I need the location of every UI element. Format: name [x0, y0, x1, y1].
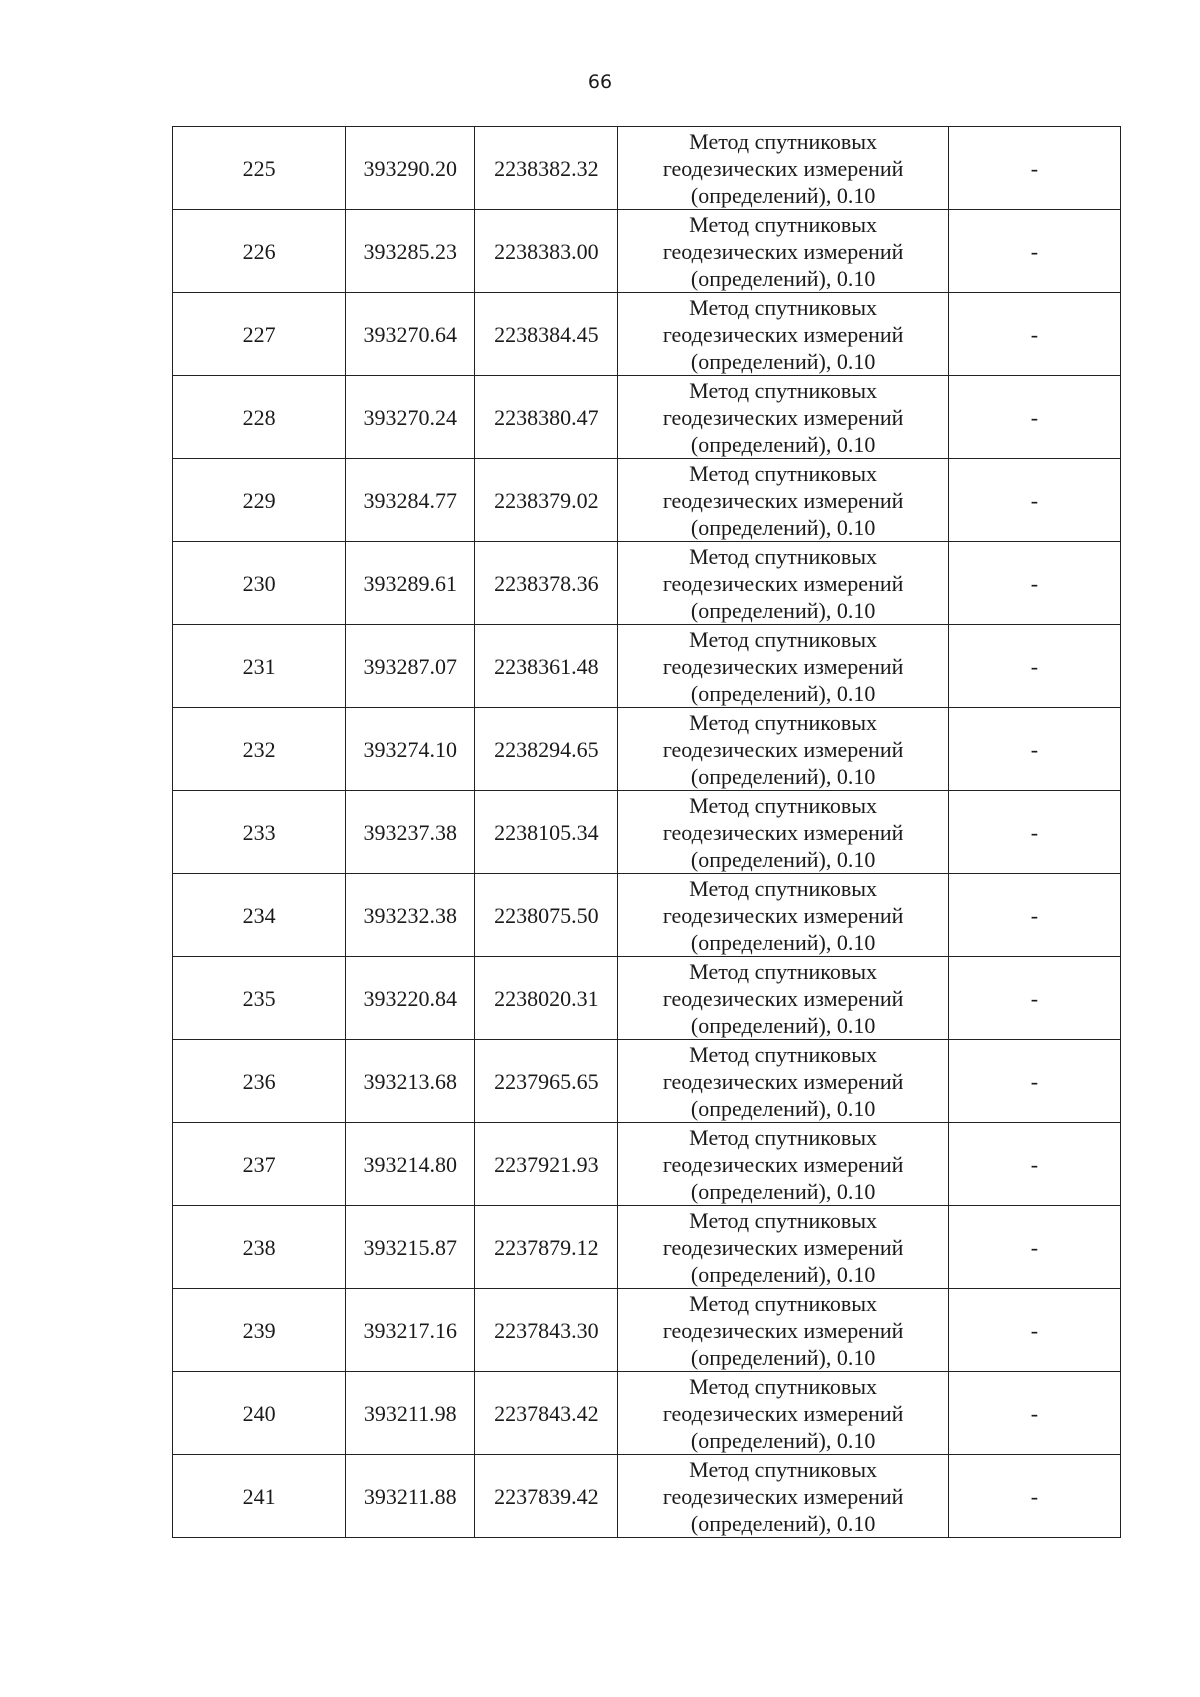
table-row: [173, 1206, 1121, 1289]
table-row: [173, 1289, 1121, 1372]
method-text-line: геодезических измерений: [662, 1317, 904, 1343]
x-coordinate-cell: 393214.80: [346, 1123, 475, 1206]
point-number-cell: 237: [173, 1123, 346, 1206]
y-coordinate-cell: 2238361.48: [475, 625, 618, 708]
method-text-line: (определений), 0.10: [690, 1261, 876, 1287]
method-text-line: (определений), 0.10: [690, 929, 876, 955]
method-text-line: (определений), 0.10: [690, 1427, 876, 1453]
method-cell: [618, 1372, 948, 1455]
method-text-line: геодезических измерений: [662, 155, 904, 181]
point-number-cell: 228: [173, 376, 346, 459]
note-cell: -: [948, 1289, 1120, 1372]
y-coordinate-cell: 2238380.47: [475, 376, 618, 459]
method-text-line: Метод спутниковых: [689, 958, 878, 984]
method-text-line: Метод спутниковых: [689, 211, 878, 237]
table-row: [173, 127, 1121, 210]
note-cell: -: [948, 1372, 1120, 1455]
method-text-line: геодезических измерений: [662, 1068, 904, 1094]
note-cell: -: [948, 708, 1120, 791]
method-cell: [618, 1040, 948, 1123]
method-text-line: (определений), 0.10: [690, 514, 876, 540]
point-number-cell: 239: [173, 1289, 346, 1372]
method-text-line: (определений), 0.10: [690, 1012, 876, 1038]
note-cell: -: [948, 459, 1120, 542]
method-text-line: геодезических измерений: [662, 902, 904, 928]
x-coordinate-cell: 393211.88: [346, 1455, 475, 1538]
x-coordinate-cell: 393284.77: [346, 459, 475, 542]
x-coordinate-cell: 393270.24: [346, 376, 475, 459]
method-cell: [618, 708, 948, 791]
note-cell: -: [948, 210, 1120, 293]
note-cell: -: [948, 625, 1120, 708]
method-text-line: Метод спутниковых: [689, 1207, 878, 1233]
coordinates-table-body: [173, 127, 1121, 1538]
method-text-line: Метод спутниковых: [689, 875, 878, 901]
note-cell: -: [948, 127, 1120, 210]
method-cell: [618, 293, 948, 376]
table-row: [173, 1040, 1121, 1123]
method-text-line: Метод спутниковых: [689, 1290, 878, 1316]
x-coordinate-cell: 393217.16: [346, 1289, 475, 1372]
table-row: [173, 542, 1121, 625]
table-row: [173, 210, 1121, 293]
table-row: [173, 1123, 1121, 1206]
y-coordinate-cell: 2237921.93: [475, 1123, 618, 1206]
table-row: [173, 1455, 1121, 1538]
method-text-line: Метод спутниковых: [689, 1456, 878, 1482]
method-cell: [618, 1123, 948, 1206]
point-number-cell: 233: [173, 791, 346, 874]
table-row: [173, 376, 1121, 459]
method-cell: [618, 210, 948, 293]
method-text-line: геодезических измерений: [662, 736, 904, 762]
method-text-line: геодезических измерений: [662, 1400, 904, 1426]
y-coordinate-cell: 2237843.30: [475, 1289, 618, 1372]
y-coordinate-cell: 2238294.65: [475, 708, 618, 791]
note-cell: -: [948, 957, 1120, 1040]
method-cell: [618, 874, 948, 957]
method-cell: [618, 542, 948, 625]
method-text-line: геодезических измерений: [662, 985, 904, 1011]
method-text-line: (определений), 0.10: [690, 1344, 876, 1370]
point-number-cell: 240: [173, 1372, 346, 1455]
method-text-line: геодезических измерений: [662, 1234, 904, 1260]
table-row: [173, 957, 1121, 1040]
method-text-line: геодезических измерений: [662, 1483, 904, 1509]
point-number-cell: 232: [173, 708, 346, 791]
table-row: [173, 625, 1121, 708]
x-coordinate-cell: 393289.61: [346, 542, 475, 625]
method-text-line: Метод спутниковых: [689, 709, 878, 735]
method-text-line: Метод спутниковых: [689, 377, 878, 403]
y-coordinate-cell: 2237879.12: [475, 1206, 618, 1289]
point-number-cell: 226: [173, 210, 346, 293]
method-text-line: (определений), 0.10: [690, 763, 876, 789]
method-cell: [618, 376, 948, 459]
method-cell: [618, 127, 948, 210]
x-coordinate-cell: 393285.23: [346, 210, 475, 293]
method-text-line: (определений), 0.10: [690, 265, 876, 291]
method-text-line: геодезических измерений: [662, 321, 904, 347]
y-coordinate-cell: 2237839.42: [475, 1455, 618, 1538]
coordinates-table: [172, 126, 1121, 1538]
point-number-cell: 238: [173, 1206, 346, 1289]
method-text-line: геодезических измерений: [662, 238, 904, 264]
x-coordinate-cell: 393270.64: [346, 293, 475, 376]
method-text-line: Метод спутниковых: [689, 1041, 878, 1067]
method-text-line: Метод спутниковых: [689, 543, 878, 569]
method-cell: [618, 1206, 948, 1289]
note-cell: -: [948, 791, 1120, 874]
method-text-line: (определений), 0.10: [690, 680, 876, 706]
point-number-cell: 235: [173, 957, 346, 1040]
table-row: [173, 791, 1121, 874]
x-coordinate-cell: 393232.38: [346, 874, 475, 957]
y-coordinate-cell: 2238379.02: [475, 459, 618, 542]
table-row: [173, 1372, 1121, 1455]
x-coordinate-cell: 393287.07: [346, 625, 475, 708]
method-cell: [618, 625, 948, 708]
method-text-line: геодезических измерений: [662, 404, 904, 430]
x-coordinate-cell: 393274.10: [346, 708, 475, 791]
page-number: 66: [587, 71, 613, 93]
method-text-line: Метод спутниковых: [689, 1124, 878, 1150]
note-cell: -: [948, 1123, 1120, 1206]
method-cell: [618, 459, 948, 542]
note-cell: -: [948, 1455, 1120, 1538]
method-text-line: (определений), 0.10: [690, 1178, 876, 1204]
y-coordinate-cell: 2238378.36: [475, 542, 618, 625]
x-coordinate-cell: 393215.87: [346, 1206, 475, 1289]
method-text-line: (определений), 0.10: [690, 1510, 876, 1536]
x-coordinate-cell: 393290.20: [346, 127, 475, 210]
method-text-line: (определений), 0.10: [690, 431, 876, 457]
x-coordinate-cell: 393237.38: [346, 791, 475, 874]
method-text-line: Метод спутниковых: [689, 792, 878, 818]
method-cell: [618, 791, 948, 874]
x-coordinate-cell: 393211.98: [346, 1372, 475, 1455]
table-row: [173, 293, 1121, 376]
point-number-cell: 241: [173, 1455, 346, 1538]
method-text-line: Метод спутниковых: [689, 460, 878, 486]
method-text-line: Метод спутниковых: [689, 626, 878, 652]
y-coordinate-cell: 2238383.00: [475, 210, 618, 293]
method-text-line: геодезических измерений: [662, 487, 904, 513]
note-cell: -: [948, 376, 1120, 459]
table-row: [173, 459, 1121, 542]
method-cell: [618, 1455, 948, 1538]
point-number-cell: 229: [173, 459, 346, 542]
method-cell: [618, 957, 948, 1040]
method-text-line: (определений), 0.10: [690, 846, 876, 872]
point-number-cell: 227: [173, 293, 346, 376]
y-coordinate-cell: 2238384.45: [475, 293, 618, 376]
point-number-cell: 230: [173, 542, 346, 625]
y-coordinate-cell: 2238382.32: [475, 127, 618, 210]
method-text-line: (определений), 0.10: [690, 182, 876, 208]
note-cell: -: [948, 1040, 1120, 1123]
method-text-line: геодезических измерений: [662, 653, 904, 679]
method-text-line: геодезических измерений: [662, 570, 904, 596]
method-cell: [618, 1289, 948, 1372]
note-cell: -: [948, 542, 1120, 625]
method-text-line: Метод спутниковых: [689, 294, 878, 320]
y-coordinate-cell: 2237843.42: [475, 1372, 618, 1455]
y-coordinate-cell: 2238105.34: [475, 791, 618, 874]
y-coordinate-cell: 2238075.50: [475, 874, 618, 957]
method-text-line: (определений), 0.10: [690, 1095, 876, 1121]
method-text-line: геодезических измерений: [662, 1151, 904, 1177]
x-coordinate-cell: 393220.84: [346, 957, 475, 1040]
y-coordinate-cell: 2237965.65: [475, 1040, 618, 1123]
point-number-cell: 231: [173, 625, 346, 708]
point-number-cell: 236: [173, 1040, 346, 1123]
note-cell: -: [948, 293, 1120, 376]
method-text-line: геодезических измерений: [662, 819, 904, 845]
point-number-cell: 234: [173, 874, 346, 957]
table-row: [173, 874, 1121, 957]
y-coordinate-cell: 2238020.31: [475, 957, 618, 1040]
method-text-line: (определений), 0.10: [690, 348, 876, 374]
point-number-cell: 225: [173, 127, 346, 210]
x-coordinate-cell: 393213.68: [346, 1040, 475, 1123]
table-row: [173, 708, 1121, 791]
method-text-line: (определений), 0.10: [690, 597, 876, 623]
note-cell: -: [948, 874, 1120, 957]
method-text-line: Метод спутниковых: [689, 128, 878, 154]
method-text-line: Метод спутниковых: [689, 1373, 878, 1399]
note-cell: -: [948, 1206, 1120, 1289]
